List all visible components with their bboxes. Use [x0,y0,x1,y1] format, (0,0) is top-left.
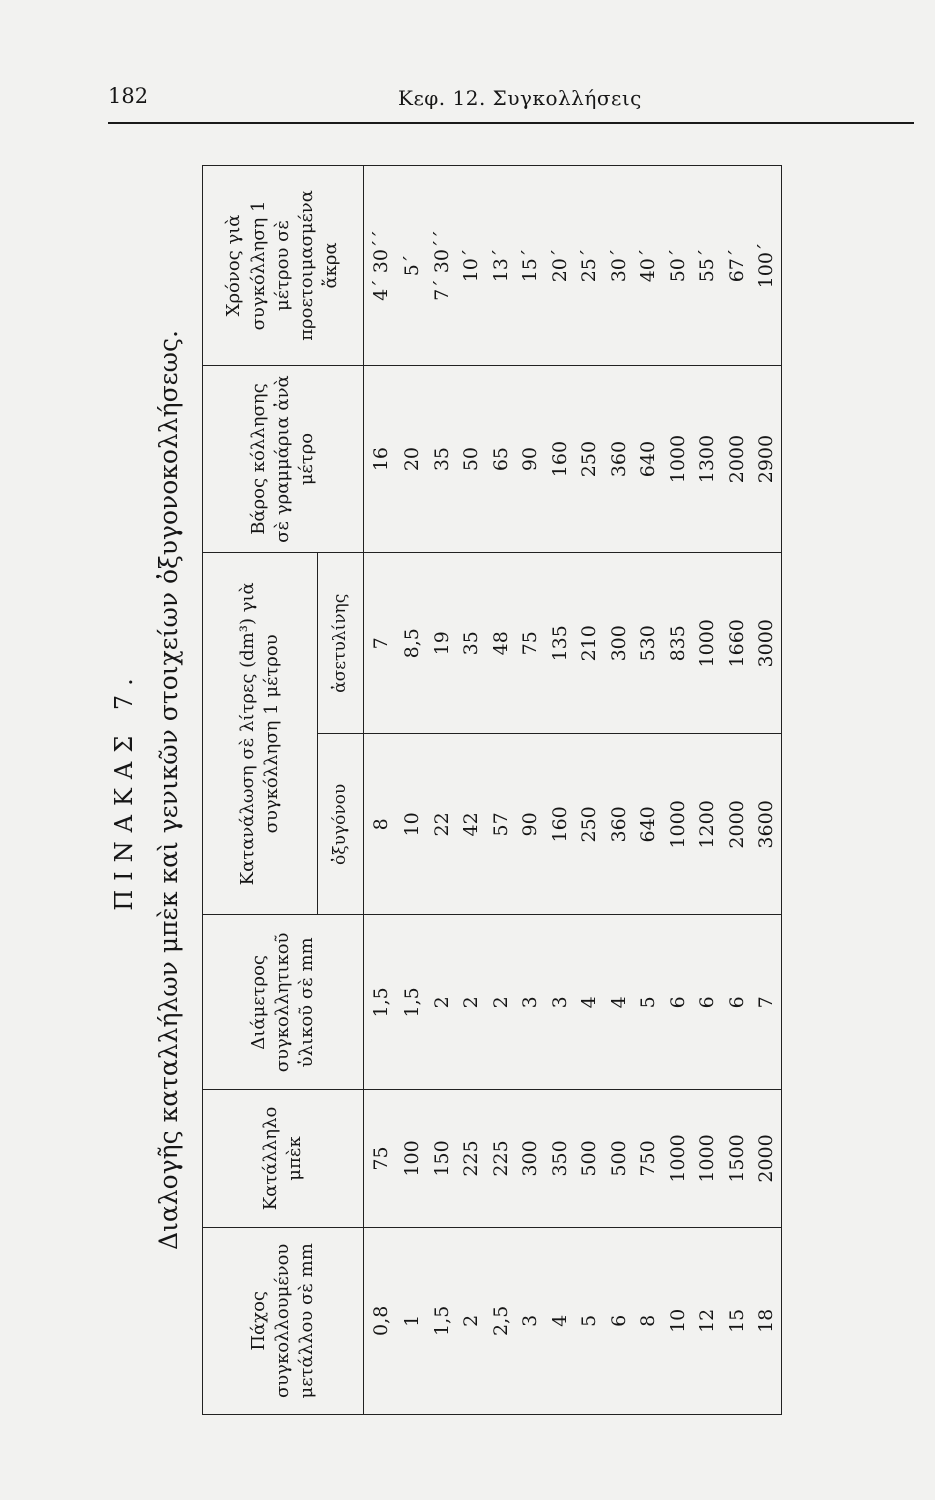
cell-acetylene: 35 [457,553,487,734]
cell-acetylene: 530 [634,553,664,734]
cell-time: 30΄ [604,166,634,366]
cell-nozzle: 225 [457,1090,487,1227]
table-row [634,166,664,1415]
cell-acetylene: 48 [486,553,516,734]
cell-diameter: 4 [575,915,605,1090]
header-time: Χρόνος γιὰ συγκόλληση 1 μέτρου σὲ προετοιμασμένα ἄκρα [203,166,364,366]
cell-weight: 16 [364,365,398,552]
cell-diameter: 6 [663,915,693,1090]
cell-diameter: 7 [752,915,782,1090]
cell-weight: 160 [545,365,575,552]
cell-weight: 90 [516,365,546,552]
cell-nozzle: 500 [604,1090,634,1227]
cell-oxygen: 10 [398,734,428,915]
cell-time: 40΄ [634,166,664,366]
cell-acetylene: 19 [427,553,457,734]
cell-time: 100΄ [752,166,782,366]
cell-weight: 20 [398,365,428,552]
cell-weight: 2000 [722,365,752,552]
cell-diameter: 1,5 [398,915,428,1090]
table-row [427,166,457,1415]
cell-diameter: 6 [693,915,723,1090]
cell-oxygen: 160 [545,734,575,915]
cell-nozzle: 2000 [752,1090,782,1227]
table-label: ΠΙΝΑΚΑΣ 7. [110,669,138,911]
cell-weight: 250 [575,365,605,552]
cell-time: 7΄ 30΄΄ [427,166,457,366]
table-row [486,166,516,1415]
cell-diameter: 2 [427,915,457,1090]
cell-oxygen: 42 [457,734,487,915]
cell-thickness: 3 [516,1227,546,1414]
cell-thickness: 8 [634,1227,664,1414]
cell-weight: 1300 [693,365,723,552]
header-nozzle: Κατάλληλο μπὲκ [203,1090,364,1227]
cell-oxygen: 1000 [663,734,693,915]
table-row [693,166,723,1415]
cell-oxygen: 3600 [752,734,782,915]
cell-time: 67΄ [722,166,752,366]
table-row [364,166,398,1415]
header-consumption: Κατανάλωση σὲ λίτρες (dm³) γιὰ συγκόλληση 1 μέτρου [203,553,318,915]
rotated-table-block [110,165,910,1415]
cell-thickness: 1 [398,1227,428,1414]
cell-weight: 65 [486,365,516,552]
cell-diameter: 6 [722,915,752,1090]
cell-acetylene: 835 [663,553,693,734]
cell-acetylene: 1000 [693,553,723,734]
header-oxygen: ὀξυγόνου [318,734,364,915]
cell-oxygen: 1200 [693,734,723,915]
cell-time: 13΄ [486,166,516,366]
table-row [457,166,487,1415]
cell-time: 4΄ 30΄΄ [364,166,398,366]
cell-nozzle: 500 [575,1090,605,1227]
cell-nozzle: 150 [427,1090,457,1227]
cell-nozzle: 1000 [693,1090,723,1227]
header-rule [108,122,914,124]
table-row [545,166,575,1415]
cell-oxygen: 250 [575,734,605,915]
table-row [722,166,752,1415]
cell-oxygen: 2000 [722,734,752,915]
cell-thickness: 0,8 [364,1227,398,1414]
cell-nozzle: 75 [364,1090,398,1227]
cell-diameter: 3 [516,915,546,1090]
cell-time: 55΄ [693,166,723,366]
cell-nozzle: 300 [516,1090,546,1227]
header-weight: Βάρος κόλλησης σὲ γραμμάρια ἀνὰ μέτρο [203,365,364,552]
cell-thickness: 5 [575,1227,605,1414]
table-row [516,166,546,1415]
cell-nozzle: 100 [398,1090,428,1227]
table-row [398,166,428,1415]
cell-thickness: 4 [545,1227,575,1414]
cell-acetylene: 3000 [752,553,782,734]
cell-acetylene: 210 [575,553,605,734]
cell-time: 5΄ [398,166,428,366]
cell-nozzle: 750 [634,1090,664,1227]
cell-oxygen: 57 [486,734,516,915]
running-title: Κεφ. 12. Συγκολλήσεις [398,86,642,110]
cell-oxygen: 22 [427,734,457,915]
cell-diameter: 2 [457,915,487,1090]
cell-acetylene: 75 [516,553,546,734]
header-diameter: Διάμετρος συγκολλητικοῦ ὑλικοῦ σὲ mm [203,915,364,1090]
cell-thickness: 15 [722,1227,752,1414]
cell-thickness: 12 [693,1227,723,1414]
table-row [752,166,782,1415]
welding-data-table [202,165,782,1415]
cell-weight: 360 [604,365,634,552]
cell-nozzle: 225 [486,1090,516,1227]
cell-time: 20΄ [545,166,575,366]
page-number: 182 [108,84,149,108]
cell-nozzle: 350 [545,1090,575,1227]
table-caption: Διαλογῆς καταλλήλων μπὲκ καὶ γενικῶν στοιχείων ὀξυγονοκολλήσεως. [154,330,183,1250]
cell-oxygen: 640 [634,734,664,915]
cell-thickness: 10 [663,1227,693,1414]
cell-time: 15΄ [516,166,546,366]
cell-thickness: 2 [457,1227,487,1414]
table-body [364,166,782,1415]
table-header-row [203,166,318,1415]
cell-diameter: 3 [545,915,575,1090]
cell-acetylene: 7 [364,553,398,734]
cell-acetylene: 300 [604,553,634,734]
table-row [604,166,634,1415]
header-thickness: Πάχος συγκολλουμένου μετάλλου σὲ mm [203,1227,364,1414]
cell-diameter: 1,5 [364,915,398,1090]
table-row [575,166,605,1415]
cell-thickness: 1,5 [427,1227,457,1414]
cell-nozzle: 1000 [663,1090,693,1227]
cell-acetylene: 1660 [722,553,752,734]
cell-weight: 2900 [752,365,782,552]
cell-oxygen: 90 [516,734,546,915]
cell-thickness: 2,5 [486,1227,516,1414]
cell-thickness: 18 [752,1227,782,1414]
cell-weight: 50 [457,365,487,552]
header-acetylene: ἀσετυλίνης [318,553,364,734]
cell-diameter: 2 [486,915,516,1090]
cell-oxygen: 8 [364,734,398,915]
cell-nozzle: 1500 [722,1090,752,1227]
cell-weight: 640 [634,365,664,552]
cell-weight: 35 [427,365,457,552]
cell-diameter: 5 [634,915,664,1090]
cell-thickness: 6 [604,1227,634,1414]
cell-weight: 1000 [663,365,693,552]
cell-time: 25΄ [575,166,605,366]
table-row [663,166,693,1415]
cell-diameter: 4 [604,915,634,1090]
cell-acetylene: 135 [545,553,575,734]
cell-time: 50΄ [663,166,693,366]
cell-time: 10΄ [457,166,487,366]
cell-oxygen: 360 [604,734,634,915]
cell-acetylene: 8,5 [398,553,428,734]
